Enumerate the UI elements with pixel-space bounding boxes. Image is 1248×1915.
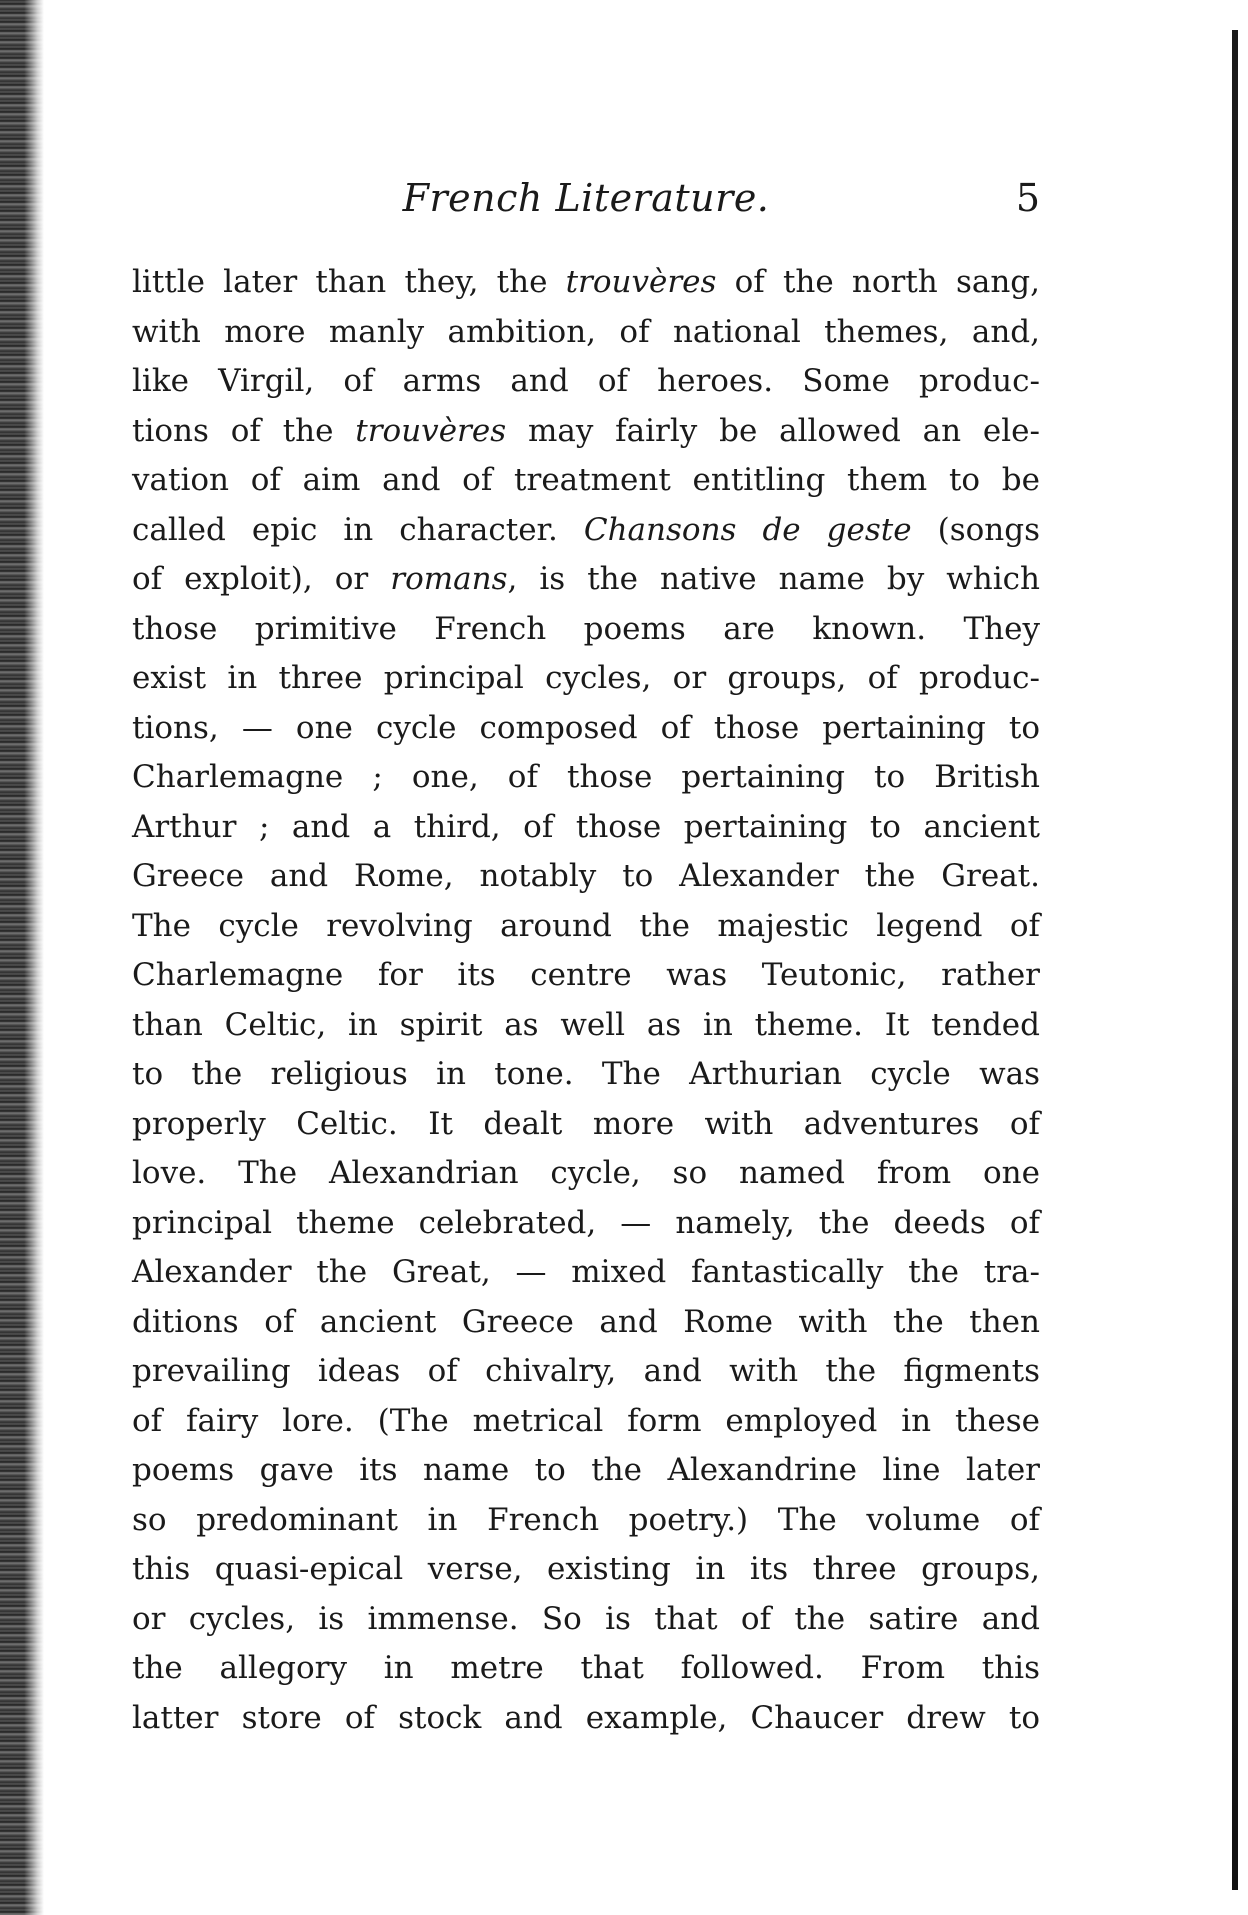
body-text (132, 258, 1040, 1743)
text-run: love. The Alexandrian cycle, so named from one (132, 1155, 1040, 1191)
italic-term: trouvères (565, 264, 717, 300)
italic-term: Chansons de geste (583, 511, 912, 548)
text-line (132, 951, 1040, 1001)
text-run: than Celtic, in spirit as well as in theme. It tended (132, 1006, 1040, 1043)
text-run: with more manly ambition, of national themes, and, (132, 313, 1040, 350)
text-run: those primitive French poems are known. They (132, 610, 1040, 647)
text-line (132, 258, 1040, 308)
text-line (132, 456, 1040, 506)
text-line (132, 1694, 1040, 1744)
text-run: tions of the (132, 412, 356, 449)
text-line (132, 1149, 1040, 1199)
text-line (132, 407, 1040, 457)
text-run: the allegory in metre that followed. From this (132, 1650, 1040, 1686)
text-run: exist in three principal cycles, or groups, of produc- (132, 660, 1040, 696)
text-run: Alexander the Great, — mixed fantastically the tra- (132, 1254, 1040, 1290)
text-run: like Virgil, of arms and of heroes. Some produc- (132, 363, 1040, 399)
text-line (132, 1248, 1040, 1298)
text-run: of the north sang, (716, 264, 1040, 300)
text-run: , is the native name by which (507, 561, 1040, 597)
text-line (132, 1446, 1040, 1496)
text-run: this quasi-epical verse, existing in its three groups, (132, 1551, 1040, 1587)
text-line (132, 1001, 1040, 1051)
text-run: may fairly be allowed an ele- (506, 412, 1040, 449)
text-run: little later than they, the (132, 264, 566, 300)
text-line (132, 1595, 1040, 1645)
text-line (132, 1496, 1040, 1546)
binding-edge (0, 0, 44, 1915)
text-line (132, 1397, 1040, 1447)
text-run: principal theme celebrated, — namely, the deeds of (132, 1204, 1040, 1241)
text-line (132, 308, 1040, 358)
text-run: tions, — one cycle composed of those pertaining to (132, 709, 1040, 746)
text-run: to the religious in tone. The Arthurian cycle was (132, 1056, 1040, 1092)
text-run: Charlemagne ; one, of those pertaining to British (132, 759, 1040, 795)
text-run: prevailing ideas of chivalry, and with the figments (132, 1353, 1040, 1389)
text-line (132, 654, 1040, 704)
text-run: vation of aim and of treatment entitling them to be (132, 462, 1040, 498)
text-run: of fairy lore. (The metrical form employed in these (132, 1402, 1040, 1439)
running-title: French Literature. (402, 176, 770, 220)
text-line (132, 803, 1040, 853)
page-number: 5 (1015, 176, 1040, 220)
text-run: (songs (911, 511, 1040, 548)
page-edge (1232, 30, 1238, 1890)
text-run: properly Celtic. It dealt more with adventures of (132, 1105, 1040, 1142)
text-line (132, 1347, 1040, 1397)
text-line (132, 555, 1040, 605)
text-line (132, 1199, 1040, 1249)
text-run: latter store of stock and example, Chaucer drew to (132, 1699, 1040, 1736)
text-line (132, 506, 1040, 556)
text-line (132, 852, 1040, 902)
text-line (132, 753, 1040, 803)
text-run: so predominant in French poetry.) The volume of (132, 1501, 1040, 1538)
italic-term: romans (390, 561, 508, 597)
text-line (132, 704, 1040, 754)
text-run: Charlemagne for its centre was Teutonic, rather (132, 957, 1040, 993)
italic-term: trouvères (355, 412, 507, 449)
text-run: poems gave its name to the Alexandrine line later (132, 1452, 1040, 1488)
text-line (132, 1298, 1040, 1348)
text-run: ditions of ancient Greece and Rome with the then (132, 1303, 1040, 1340)
text-run: of exploit), or (132, 561, 391, 597)
text-line (132, 605, 1040, 655)
running-header (132, 168, 1040, 228)
text-run: The cycle revolving around the majestic legend of (132, 907, 1040, 944)
text-line (132, 1050, 1040, 1100)
text-line (132, 1100, 1040, 1150)
text-line (132, 902, 1040, 952)
text-run: Arthur ; and a third, of those pertaining to ancient (132, 808, 1040, 845)
text-line (132, 357, 1040, 407)
text-run: called epic in character. (132, 511, 584, 548)
text-line (132, 1644, 1040, 1694)
text-run: or cycles, is immense. So is that of the satire and (132, 1600, 1040, 1637)
text-line (132, 1545, 1040, 1595)
text-run: Greece and Rome, notably to Alexander the Great. (132, 858, 1040, 894)
